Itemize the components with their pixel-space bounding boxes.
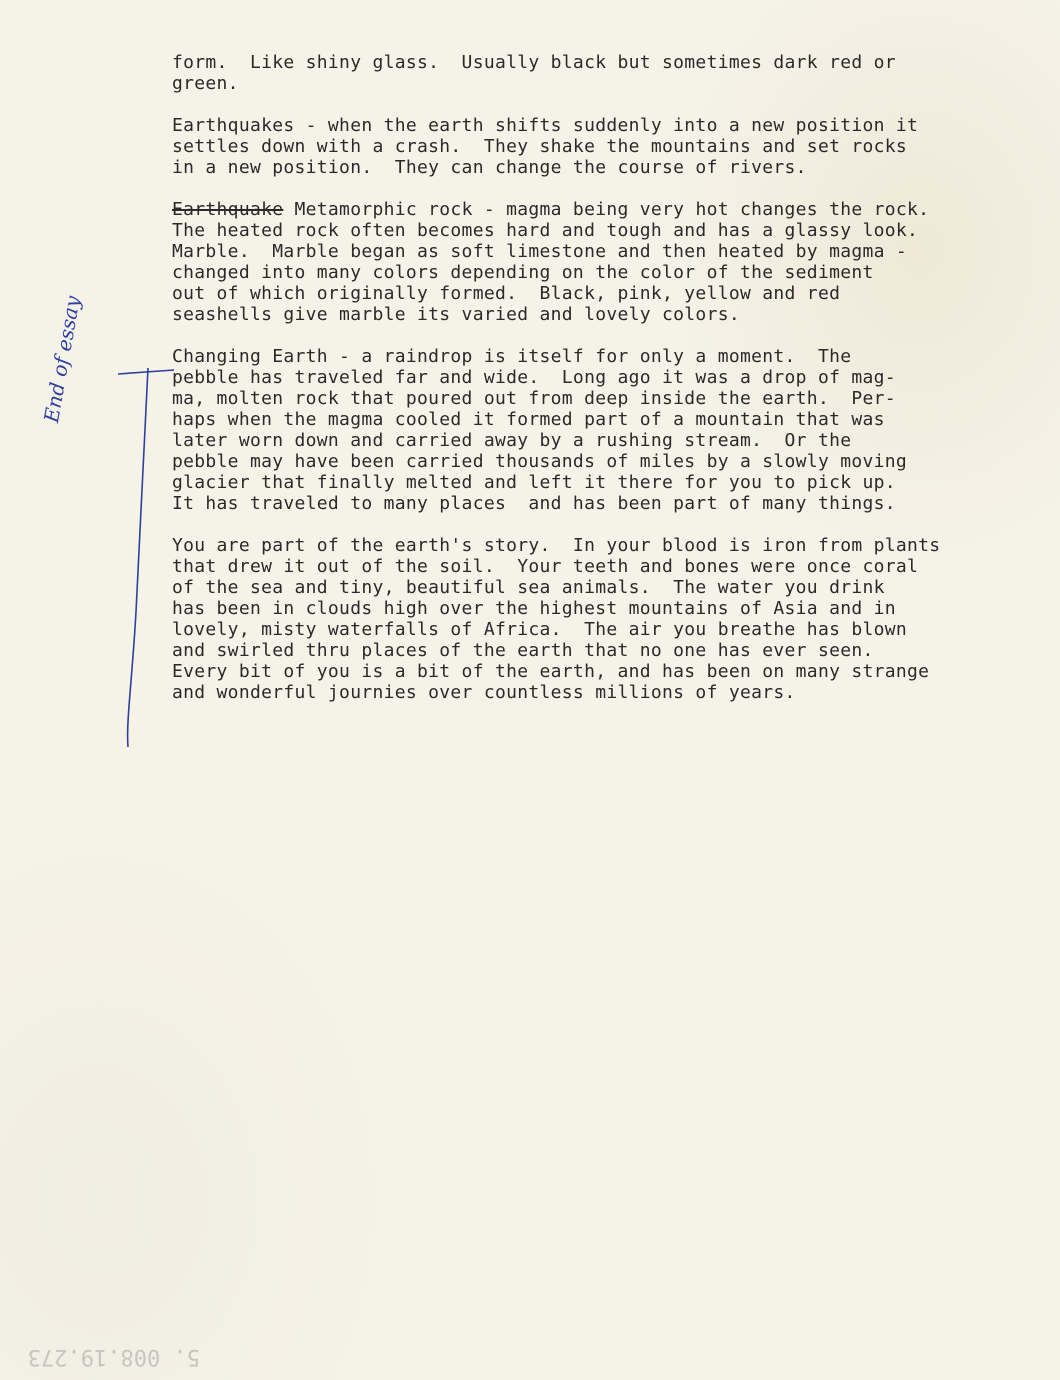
text-line: in a new position. They can change the course of rivers. (172, 157, 807, 178)
text-line: ma, molten rock that poured out from deep inside the earth. Per- (172, 388, 896, 409)
text-line: and swirled thru places of the earth that no one has ever seen. (172, 640, 874, 661)
text-line: Earthquakes - when the earth shifts suddenly into a new position it (172, 115, 919, 136)
handwritten-margin-note: End of essay (38, 294, 85, 425)
text-line (172, 199, 1052, 220)
struck-word: Earthquake (172, 199, 284, 220)
text-line: that drew it out of the soil. Your teeth and bones were once coral (172, 556, 919, 577)
text-line: You are part of the earth's story. In your blood is iron from plants (172, 535, 941, 556)
typed-essay (172, 52, 1052, 724)
text-line-rest: Metamorphic rock - magma being very hot changes the rock. (283, 199, 930, 220)
text-line: glacier that finally melted and left it there for you to pick up. (172, 472, 896, 493)
margin-bracket-mark (118, 362, 178, 752)
text-line: It has traveled to many places and has been part of many things. (172, 493, 896, 514)
text-line: changed into many colors depending on the color of the sediment (172, 262, 874, 283)
text-line: Changing Earth - a raindrop is itself for only a moment. The (172, 346, 852, 367)
paragraph-obsidian (172, 52, 1052, 94)
paragraph-changing-earth (172, 346, 1052, 514)
text-line: has been in clouds high over the highest mountains of Asia and in (172, 598, 896, 619)
text-line: haps when the magma cooled it formed part of a mountain that was (172, 409, 885, 430)
text-line: The heated rock often becomes hard and tough and has a glassy look. (172, 220, 919, 241)
text-line: later worn down and carried away by a rushing stream. Or the (172, 430, 852, 451)
text-line: seashells give marble its varied and lovely colors. (172, 304, 740, 325)
paragraph-metamorphic-rock (172, 199, 1052, 325)
text-line: pebble has traveled far and wide. Long ago it was a drop of mag- (172, 367, 896, 388)
archive-stamp: 5. 008.19.273 (27, 1344, 200, 1369)
text-line: out of which originally formed. Black, pink, yellow and red (172, 283, 841, 304)
text-line: and wonderful journies over countless millions of years. (172, 682, 796, 703)
text-line: pebble may have been carried thousands of miles by a slowly moving (172, 451, 908, 472)
paragraph-earthquakes (172, 115, 1052, 178)
text-line: lovely, misty waterfalls of Africa. The air you breathe has blown (172, 619, 908, 640)
text-line: Every bit of you is a bit of the earth, and has been on many strange (172, 661, 930, 682)
text-line: green. (172, 73, 239, 94)
text-line: of the sea and tiny, beautiful sea animals. The water you drink (172, 577, 885, 598)
text-line: settles down with a crash. They shake the mountains and set rocks (172, 136, 908, 157)
text-line: Marble. Marble began as soft limestone and then heated by magma - (172, 241, 908, 262)
text-line: form. Like shiny glass. Usually black but sometimes dark red or (172, 52, 896, 73)
paragraph-earths-story (172, 535, 1052, 703)
